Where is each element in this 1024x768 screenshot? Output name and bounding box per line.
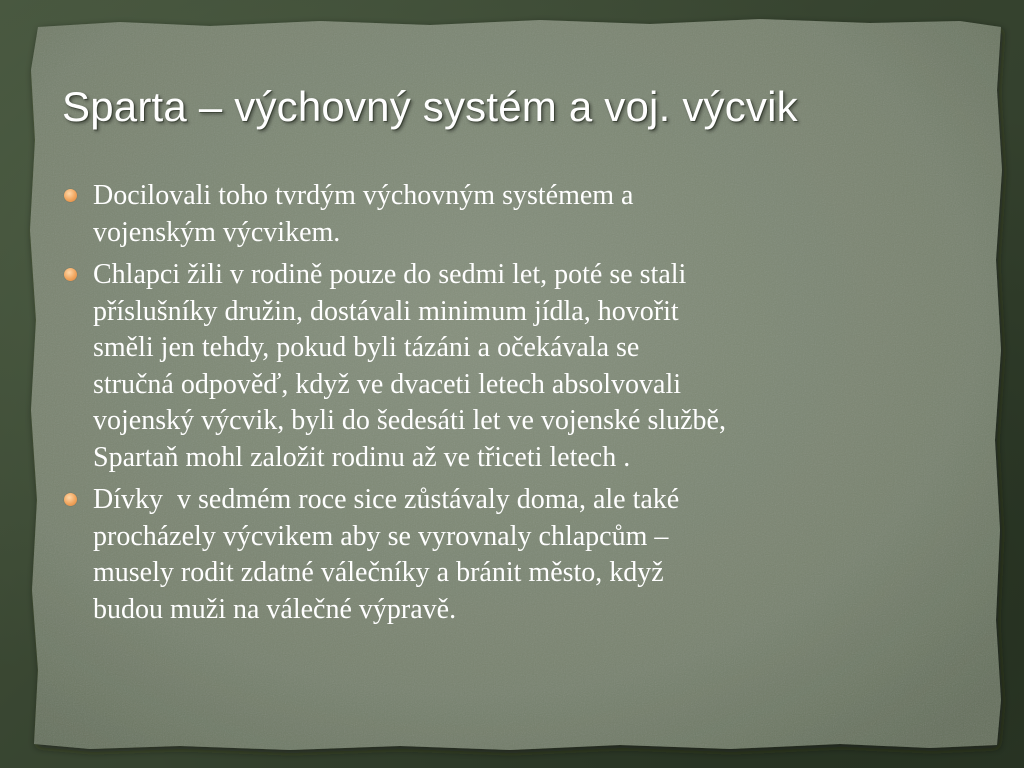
bullet-item (62, 257, 962, 476)
orange-circle-bullet-icon (64, 493, 77, 506)
bullet-text: Dívky v sedmém roce sice zůstávaly doma, ale také procházely výcvikem aby se vyrovnaly chlapcům – musely rodit zdatné válečníky a bránit město, když budou muži na válečné výpravě. (93, 484, 680, 625)
slide-title: Sparta – výchovný systém a voj. výcvik (62, 83, 798, 130)
orange-circle-bullet-icon (64, 268, 77, 281)
bullet-item (62, 178, 962, 251)
orange-circle-bullet-icon (64, 189, 77, 202)
bullet-item (62, 482, 962, 628)
bullet-text: Docilovali toho tvrdým výchovným systémem a vojenským výcvikem. (93, 180, 634, 248)
bullet-text: Chlapci žili v rodině pouze do sedmi let, poté se stali příslušníky družin, dostávali minimum jídla, hovořit směli jen tehdy, pokud byli tázáni a očekávala se stručná odpověď, když ve dvaceti letech absolvovali vojenský výcvik, byli do šedesáti let ve vojenské službě, Spartaň mohl založit rodinu až ve třiceti letech . (93, 259, 726, 473)
bullet-list (62, 178, 962, 634)
